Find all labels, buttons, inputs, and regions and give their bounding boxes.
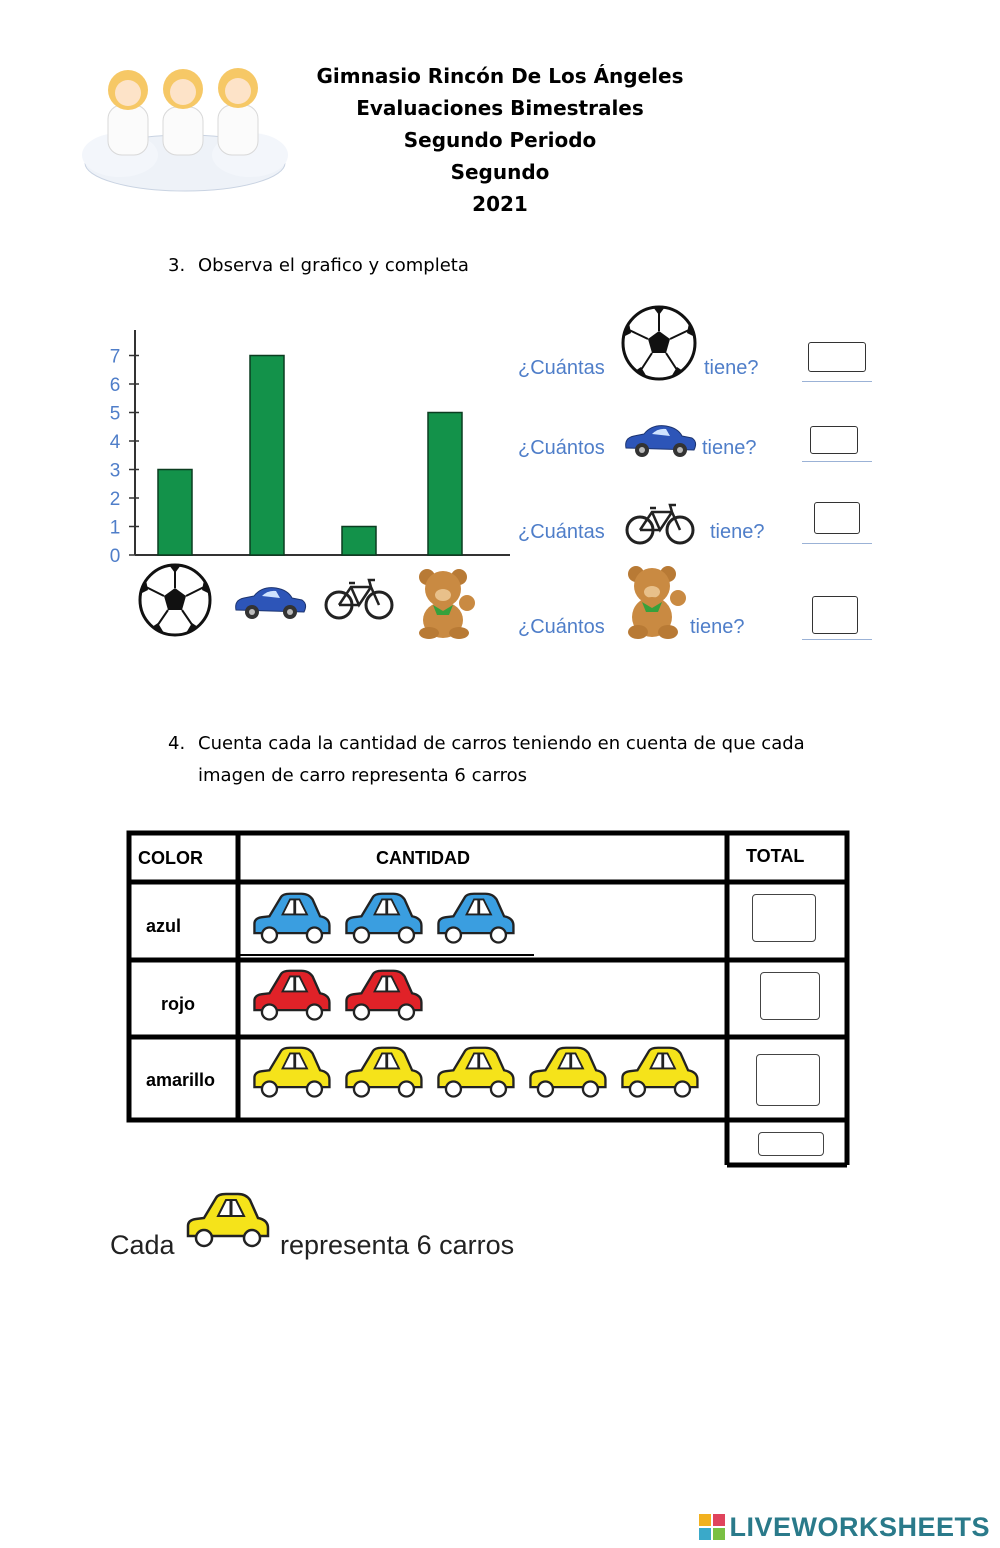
column-header-total: TOTAL <box>746 846 805 866</box>
car-icon <box>432 890 518 954</box>
row-label-yellow: amarillo <box>146 1070 216 1090</box>
grade-label: Segundo <box>450 160 550 184</box>
car-icon <box>248 1044 334 1108</box>
row-label-red: rojo <box>161 994 195 1014</box>
total-box-sum[interactable] <box>758 1132 824 1156</box>
pictograph-key <box>110 1190 610 1260</box>
y-tick-label: 4 <box>109 432 121 453</box>
yellow-car-icon <box>182 1190 272 1254</box>
teddy-bear-icon <box>419 569 475 639</box>
prompt-suffix: tiene? <box>690 616 745 638</box>
car-icon <box>524 1044 610 1108</box>
answer-line <box>802 543 872 544</box>
car-icon <box>616 1044 702 1108</box>
prompt-suffix: tiene? <box>710 521 765 543</box>
prompt-prefix: ¿Cuántas <box>518 357 605 379</box>
prompt-prefix: ¿Cuántos <box>518 616 605 638</box>
teddy-bear-icon <box>622 562 690 640</box>
car-row-red <box>248 965 718 1031</box>
category-icons <box>140 565 475 639</box>
year-label: 2021 <box>472 192 528 216</box>
liveworksheets-logo-icon <box>699 1514 725 1540</box>
prompt-suffix: tiene? <box>702 437 757 459</box>
school-name: Gimnasio Rincón De Los Ángeles <box>316 64 684 88</box>
toy-car-icon <box>236 588 306 619</box>
answer-box-bears[interactable] <box>812 596 858 634</box>
question-text-line-2: imagen de carro representa 6 carros <box>198 765 528 786</box>
brand-name: LIVEWORKSHEETS <box>729 1511 990 1542</box>
answer-box-balls[interactable] <box>808 342 866 372</box>
key-text-before: Cada <box>110 1230 175 1260</box>
key-text-after: representa 6 carros <box>280 1230 515 1260</box>
soccer-ball-icon <box>140 565 210 635</box>
answer-box-bicycles[interactable] <box>814 502 860 534</box>
y-tick-label: 0 <box>109 546 121 567</box>
answer-line <box>802 639 872 640</box>
row-label-blue: azul <box>146 916 182 936</box>
prompt-prefix: ¿Cuántas <box>518 521 605 543</box>
y-tick-label: 1 <box>109 517 121 539</box>
y-tick-label: 7 <box>109 346 121 368</box>
liveworksheets-brand <box>699 1510 990 1544</box>
question-text-line-1: Cuenta cada la cantidad de carros teniendo en cuenta de que cada <box>198 733 805 754</box>
y-tick-label: 2 <box>109 489 121 510</box>
question-4-title <box>168 728 888 792</box>
y-tick-label: 6 <box>109 375 121 396</box>
total-box-blue[interactable] <box>752 894 816 942</box>
question-text: Observa el grafico y completa <box>198 255 469 276</box>
car-icon <box>340 1044 426 1108</box>
prompt-suffix: tiene? <box>704 357 759 379</box>
car-row-yellow <box>248 1042 718 1114</box>
bar-toy-car <box>250 356 284 556</box>
period-label: Segundo Periodo <box>403 128 597 152</box>
y-tick-label: 5 <box>109 403 121 425</box>
car-icon <box>340 890 426 954</box>
question-3-prompts <box>518 300 898 660</box>
question-number: 4. <box>168 733 186 754</box>
evaluation-title: Evaluaciones Bimestrales <box>356 96 644 120</box>
car-row-blue <box>248 888 718 954</box>
column-header-quantity: CANTIDAD <box>376 848 470 868</box>
bar-teddy-bear <box>428 413 462 556</box>
car-icon <box>248 967 334 1031</box>
answer-line <box>802 381 872 382</box>
total-box-red[interactable] <box>760 972 820 1020</box>
bar-chart <box>100 320 520 660</box>
worksheet-header <box>250 60 750 220</box>
row-underline <box>240 954 534 956</box>
prompt-prefix: ¿Cuántos <box>518 437 605 459</box>
answer-line <box>802 461 872 462</box>
pictograph-table <box>126 830 850 1170</box>
bicycle-icon <box>624 500 696 546</box>
answer-box-cars[interactable] <box>810 426 858 454</box>
y-tick-label: 3 <box>109 460 121 482</box>
car-icon <box>340 967 426 1031</box>
bar-soccer-ball <box>158 470 192 556</box>
question-3-title <box>168 250 868 282</box>
bicycle-icon <box>326 580 392 618</box>
question-number: 3. <box>168 255 186 276</box>
car-icon <box>248 890 334 954</box>
soccer-ball-icon <box>621 305 697 381</box>
column-header-color: COLOR <box>138 848 203 868</box>
bar-bicycle <box>342 527 376 556</box>
total-box-yellow[interactable] <box>756 1054 820 1106</box>
car-icon <box>432 1044 518 1108</box>
toy-car-icon <box>622 420 698 460</box>
